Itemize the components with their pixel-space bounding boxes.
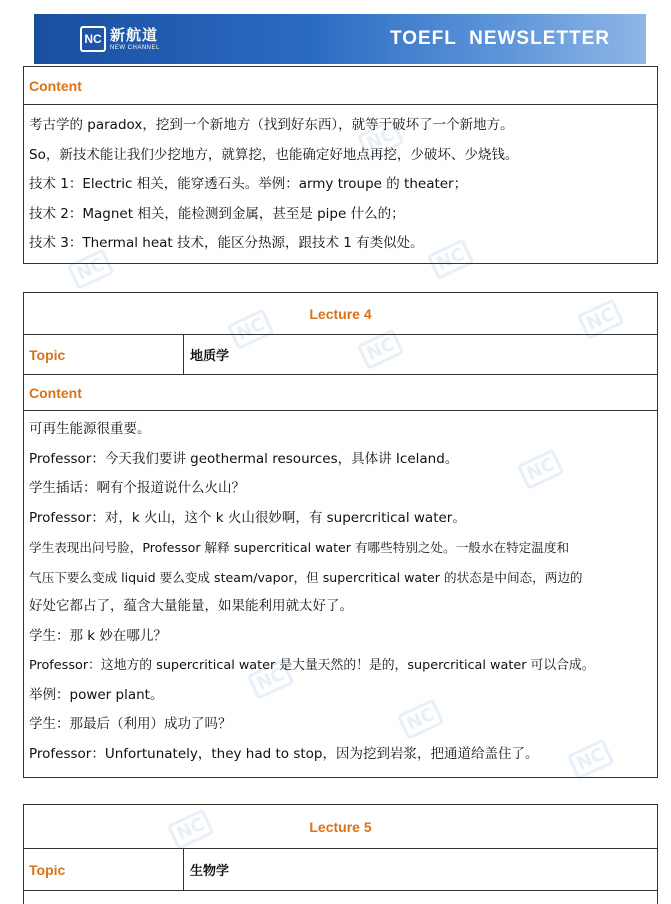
content-line: 学生：那最后（利用）成功了吗？ [29, 716, 232, 732]
topic-label: Topic [29, 861, 66, 878]
newsletter-title: TOEFL NEWSLETTER [389, 28, 610, 49]
watermark: NC [245, 652, 300, 702]
content-line: 举例：power plant。 [29, 686, 164, 703]
newsletter-header [34, 14, 646, 64]
content-line: Professor：Unfortunately，they had to stop，因为挖到岩浆，把通道给盖住了。 [29, 745, 539, 762]
topic-value: 地质学 [190, 349, 230, 364]
content-line: 学生表现出问号脸，Professor 解释 supercritical water 有哪些特别之处。一般水在特定温度和 [29, 540, 570, 555]
logo-cn-text: 新航道 [110, 25, 159, 44]
content-line: 技术 1：Electric 相关，能穿透石头。举例：army troupe 的 theater； [29, 176, 468, 192]
logo-en-text: NEW CHANNEL [110, 44, 160, 51]
watermark: NC [225, 302, 280, 352]
content-line: 考古学的 paradox，挖到一个新地方（找到好东西），就等于破坏了一个新地方。 [29, 117, 514, 133]
content-line: So，新技术能让我们少挖地方，就算挖，也能确定好地点再挖，少破坏、少烧钱。 [29, 146, 519, 163]
content-line: 学生：那 k 妙在哪儿？ [29, 627, 167, 644]
content-body [24, 411, 657, 769]
content-line: 可再生能源很重要。 [29, 421, 151, 437]
content-line: 气压下要么变成 liquid 要么变成 steam/vapor，但 supercritical water 的状态是中间态，两边的 [29, 569, 583, 585]
content-line: Professor：今天我们要讲 geothermal resources，具体讲 Iceland。 [29, 450, 459, 467]
watermark: NC [355, 112, 410, 162]
lecture4-table [23, 292, 658, 778]
lecture-heading: Lecture 5 [309, 818, 372, 835]
content-line: 技术 3：Thermal heat 技术，能区分热源，跟技术 1 有类似处。 [29, 235, 424, 251]
lecture5-table [23, 804, 658, 904]
watermark: NC [395, 692, 450, 742]
content-line: 学生插话：啊有个报道说什么火山？ [29, 480, 245, 496]
topic-value: 生物学 [190, 864, 230, 879]
content-body [24, 105, 657, 259]
watermark: NC [65, 242, 120, 292]
content-line: Professor：对，k 火山，这个 k 火山很妙啊，有 supercritical water。 [29, 509, 466, 526]
watermark: NC [575, 292, 630, 342]
content-line: Professor：这地方的 supercritical water 是大量天然的！是的，supercritical water 可以合成。 [29, 658, 595, 673]
watermark: NC [355, 322, 410, 372]
watermark: NC [515, 442, 570, 492]
brand-logo [80, 24, 160, 54]
watermark: NC [425, 232, 480, 282]
watermark: NC [565, 732, 620, 782]
lecture-heading: Lecture 4 [309, 305, 372, 322]
content-line: 好处它都占了，蕴含大量能量，如果能利用就太好了。 [29, 598, 353, 614]
content-label: Content [29, 384, 82, 401]
topic-label: Topic [29, 346, 66, 363]
content-label: Content [29, 77, 82, 94]
logo-mark: NC [80, 26, 106, 52]
watermark: NC [165, 802, 220, 852]
content-line: 技术 2：Magnet 相关，能检测到金属，甚至是 pipe 什么的； [29, 205, 405, 222]
lecture3-content-table [23, 66, 658, 264]
